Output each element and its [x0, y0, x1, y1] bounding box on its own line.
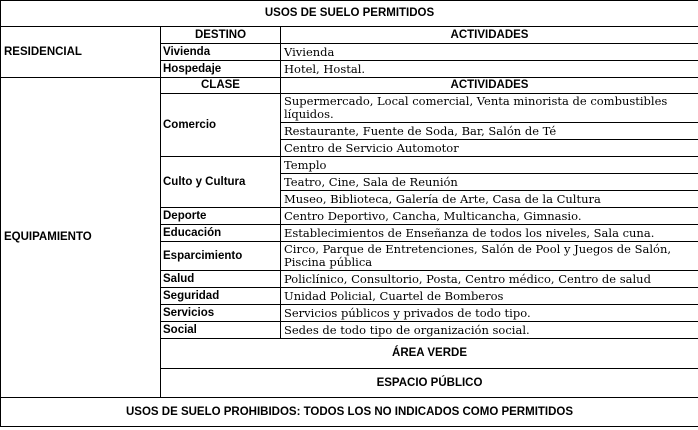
- clase-social: Social: [161, 322, 281, 339]
- col-clase-header: CLASE: [161, 78, 281, 94]
- clase-salud: Salud: [161, 271, 281, 288]
- category-residencial: RESIDENCIAL: [1, 27, 161, 78]
- clase-culto-cultura: Culto y Cultura: [161, 157, 281, 208]
- actividad-salud: Policlínico, Consultorio, Posta, Centro médico, Centro de salud: [281, 271, 698, 288]
- clase-educacion: Educación: [161, 225, 281, 242]
- title-row: [1, 1, 698, 27]
- clase-deporte: Deporte: [161, 208, 281, 225]
- actividades-hospedaje: Hotel, Hostal.: [281, 61, 698, 78]
- actividad-servicios: Servicios públicos y privados de todo tipo.: [281, 305, 698, 322]
- actividades-vivienda: Vivienda: [281, 44, 698, 61]
- clase-comercio: Comercio: [161, 94, 281, 157]
- destino-hospedaje: Hospedaje: [161, 61, 281, 78]
- col-actividades-header-2: ACTIVIDADES: [281, 78, 698, 94]
- col-destino-header: DESTINO: [161, 27, 281, 44]
- destino-vivienda: Vivienda: [161, 44, 281, 61]
- clase-servicios: Servicios: [161, 305, 281, 322]
- equipamiento-header-row: [1, 78, 698, 94]
- actividad-culto-2: Teatro, Cine, Sala de Reunión: [281, 174, 698, 191]
- area-verde: ÁREA VERDE: [161, 339, 698, 369]
- espacio-publico: ESPACIO PÚBLICO: [161, 369, 698, 398]
- col-actividades-header: ACTIVIDADES: [281, 27, 698, 44]
- clase-seguridad: Seguridad: [161, 288, 281, 305]
- actividad-seguridad: Unidad Policial, Cuartel de Bomberos: [281, 288, 698, 305]
- actividad-deporte: Centro Deportivo, Cancha, Multicancha, Gimnasio.: [281, 208, 698, 225]
- actividad-culto-1: Templo: [281, 157, 698, 174]
- category-equipamiento: EQUIPAMIENTO: [1, 78, 161, 398]
- prohibidos-row: [1, 398, 698, 427]
- table-title: USOS DE SUELO PERMITIDOS: [1, 1, 698, 27]
- actividad-educacion: Establecimientos de Enseñanza de todos los niveles, Sala cuna.: [281, 225, 698, 242]
- residencial-header-row: [1, 27, 698, 44]
- actividad-esparcimiento: Circo, Parque de Entretenciones, Salón de Pool y Juegos de Salón, Piscina pública: [281, 242, 698, 271]
- usos-prohibidos: USOS DE SUELO PROHIBIDOS: TODOS LOS NO INDICADOS COMO PERMITIDOS: [1, 398, 698, 427]
- actividad-comercio-3: Centro de Servicio Automotor: [281, 140, 698, 157]
- actividad-comercio-2: Restaurante, Fuente de Soda, Bar, Salón de Té: [281, 123, 698, 140]
- clase-esparcimiento: Esparcimiento: [161, 242, 281, 271]
- actividad-comercio-1: Supermercado, Local comercial, Venta minorista de combustibles líquidos.: [281, 94, 698, 123]
- actividad-culto-3: Museo, Biblioteca, Galería de Arte, Casa de la Cultura: [281, 191, 698, 208]
- actividad-social: Sedes de todo tipo de organización social.: [281, 322, 698, 339]
